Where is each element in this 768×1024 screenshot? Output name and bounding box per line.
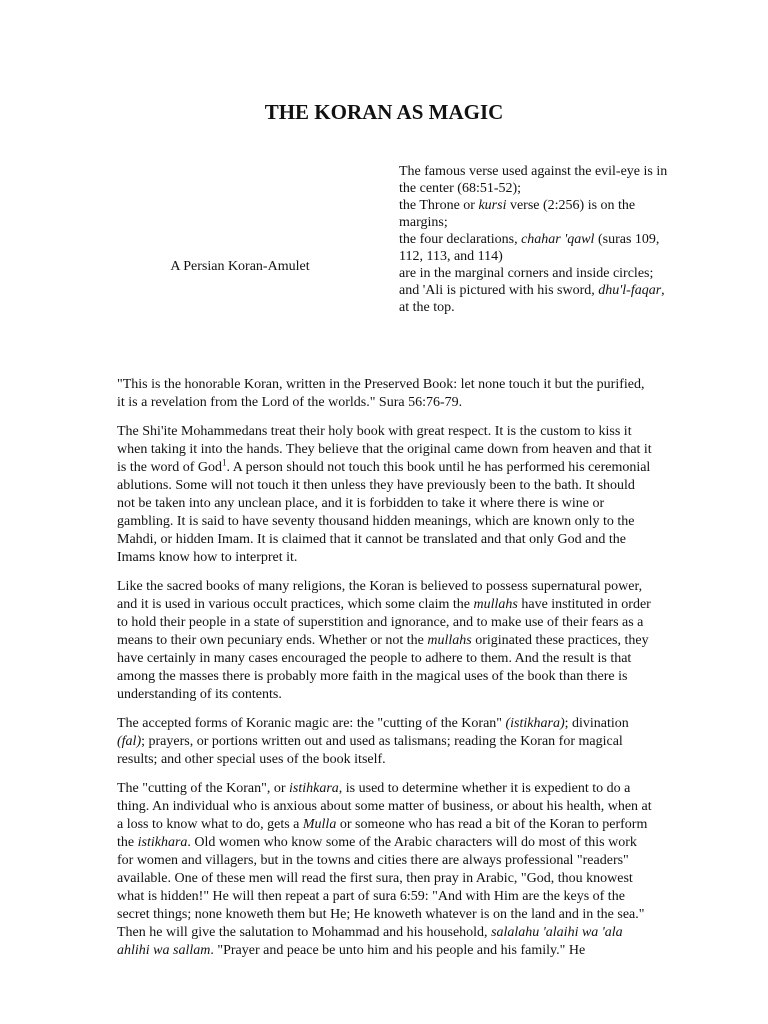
- paragraph-text: . A person should not touch this book until he has performed his ceremonial ablutions. Some will not touch it then unless they have previously been to the bath. It should not be taken into any unclean place, and it is forbidden to take it where there is wine or gambling. It is said to have seventy thousand hidden meanings, which are known only to the Mahdi, or hidden Imam. It is claimed that it cannot be translated and that only God and the Imams know how to interpret it.: [117, 460, 651, 565]
- note-line: [399, 265, 674, 282]
- paragraph-text: The "cutting of the Koran", or: [117, 781, 289, 796]
- note-line: [399, 282, 674, 316]
- paragraph-text: The accepted forms of Koranic magic are: the "cutting of the Koran": [117, 716, 506, 731]
- note-italic: chahar 'qawl: [521, 232, 595, 247]
- footnote-marker[interactable]: 1: [222, 457, 227, 468]
- note-text: the four declarations,: [399, 232, 522, 247]
- note-text: (suras 109, 112, 113, and 114): [399, 232, 660, 264]
- note-line: [399, 197, 674, 231]
- paragraph-text: "This is the honorable Koran, written in the Preserved Book: let none touch it but the purified, it is a revelation from the Lord of the worlds." Sura 56:76-79.: [117, 377, 645, 410]
- italic-term: istikhara: [137, 835, 188, 850]
- italic-term: Mulla: [302, 817, 337, 832]
- note-text: and 'Ali is pictured with his sword,: [399, 283, 599, 298]
- page-title: THE KORAN AS MAGIC: [264, 100, 504, 124]
- note-text: , at the top.: [399, 283, 665, 315]
- note-text: The famous verse used against the evil-eye is in the center (68:51-52);: [399, 164, 668, 196]
- body-text: [117, 376, 653, 971]
- note-italic: kursi: [478, 198, 507, 213]
- paragraph-text: . "Prayer and peace be unto him and his people and his family." He: [210, 943, 586, 958]
- italic-term: salalahu 'alaihi wa 'ala ahlihi wa sallam: [117, 925, 623, 958]
- note-line: [399, 163, 674, 197]
- paragraph-text: , is used to determine whether it is expedient to do a thing. An individual who is anxious about some matter of business, or about his health, when at a loss to know what to do, gets a: [117, 781, 652, 832]
- paragraph-text: Like the sacred books of many religions, the Koran is believed to possess supernatural power, and it is used in various occult practices, which some claim the: [117, 579, 643, 612]
- paragraph-text: originated these practices, they have certainly in many cases encouraged the people to adhere to them. And the result is that among the masses there is probably more faith in the magical uses of the book than there is understanding of its contents.: [117, 633, 649, 702]
- paragraph: [117, 423, 653, 567]
- paragraph-text: The Shi'ite Mohammedans treat their holy book with great respect. It is the custom to kiss it when taking it into the hands. They believe that the original came down from heaven and that it is the word of God: [117, 424, 652, 475]
- note-italic: dhu'l-faqar: [598, 283, 662, 298]
- figure-notes: [399, 163, 674, 316]
- paragraph: [117, 715, 653, 769]
- paragraph-text: have instituted in order to hold their people in a state of superstition and ignorance, and to make use of their fears as a means to their own pecuniary ends. Whether or not the: [117, 597, 651, 648]
- note-text: the Throne or: [399, 198, 479, 213]
- paragraph-text: . Old women who know some of the Arabic characters will do most of this work for women and villagers, but in the towns and cities there are always professional "readers" available. One of these men will read the first sura, then pray in Arabic, "God, thou knowest what is hidden!" He will then repeat a part of sura 6:59: "And with Him are the keys of the secret things; none knoweth them but He; He knoweth whatever is on the land and in the sea." Then he will give the salutation to Mohammad and his household,: [117, 835, 645, 940]
- paragraph-quote: [117, 376, 653, 412]
- note-text: verse (2:256) is on the margins;: [399, 198, 636, 230]
- note-line: [399, 231, 674, 265]
- italic-term: mullahs: [473, 597, 518, 612]
- paragraph-text: or someone who has read a bit of the Koran to perform the: [117, 817, 648, 850]
- figure-caption: A Persian Koran-Amulet: [170, 259, 310, 274]
- italic-term: (fal): [117, 734, 142, 749]
- paragraph: [117, 780, 653, 960]
- paragraph-text: ; prayers, or portions written out and used as talismans; reading the Koran for magical results; and other special uses of the book itself.: [117, 734, 623, 767]
- note-text: are in the marginal corners and inside circles;: [399, 266, 654, 281]
- italic-term: mullahs: [427, 633, 472, 648]
- italic-term: istihkara: [289, 781, 339, 796]
- paragraph: [117, 578, 653, 704]
- italic-term: (istikhara): [505, 716, 565, 731]
- paragraph-text: ; divination: [564, 716, 629, 731]
